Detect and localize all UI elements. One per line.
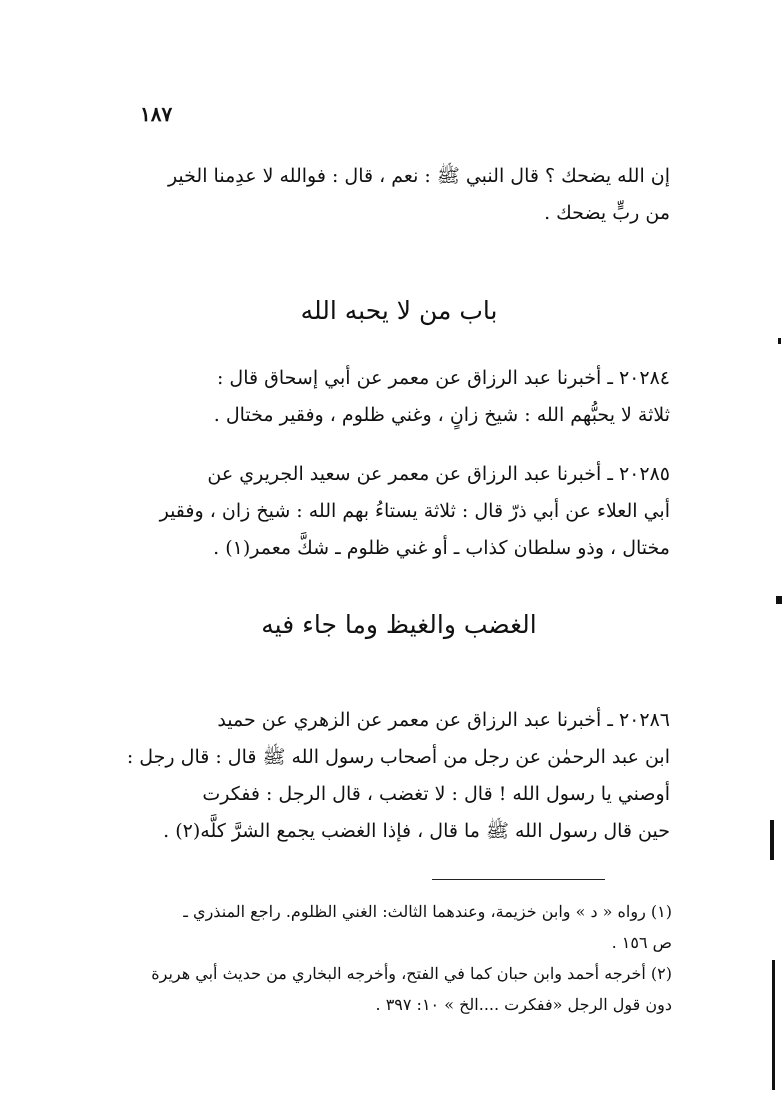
text-line: ابن عبد الرحمٰن عن رجل من أصحاب رسول الله ﷺ قال : قال رجل : xyxy=(126,746,670,768)
text-line: ٢٠٢٨٤ ـ أخبرنا عبد الرزاق عن معمر عن أبي إسحاق قال : xyxy=(216,367,670,389)
text-line: حين قال رسول الله ﷺ ما قال ، فإذا الغضب يجمع الشرَّ كلَّه(٢) . xyxy=(163,820,670,842)
footnote-line: (١) رواه « د » وابن خزيمة، وعندهما الثالث: الغني الظلوم. راجع المنذري ـ xyxy=(183,902,672,921)
text-line: ٢٠٢٨٥ ـ أخبرنا عبد الرزاق عن معمر عن سعيد الجريري عن xyxy=(207,463,670,485)
scan-edge-mark xyxy=(778,338,781,344)
footnote-line: دون قول الرجل «ففكرت ....الخ » ١٠: ٣٩٧ . xyxy=(375,995,672,1014)
text-line: ٢٠٢٨٦ ـ أخبرنا عبد الرزاق عن معمر عن الزهري عن حميد xyxy=(217,709,670,731)
text-line: ثلاثة لا يحبُّهم الله : شيخ زانٍ ، وغني ظلوم ، وفقير مختال . xyxy=(213,404,670,426)
page-number: ١٨٧ xyxy=(140,102,173,126)
text-line: أوصني يا رسول الله ! قال : لا تغضب ، قال الرجل : ففكرت xyxy=(202,783,670,805)
scan-edge-mark xyxy=(770,820,774,860)
footnote-divider xyxy=(432,879,605,880)
hadith-20284 xyxy=(128,360,670,434)
hadith-20286 xyxy=(128,702,670,850)
continued-text xyxy=(128,158,670,232)
section-heading: الغضب والغيظ وما جاء فيه xyxy=(261,610,537,639)
footnote-line: ص ١٥٦ . xyxy=(611,933,672,952)
text-line: مختال ، وذو سلطان كذاب ـ أو غني ظلوم ـ شكَّ معمر(١) . xyxy=(213,537,670,559)
text-line: أبي العلاء عن أبي ذرّ قال : ثلاثة يستاءُ بهم الله : شيخ زان ، وفقير xyxy=(159,500,670,522)
text-line: إن الله يضحك ؟ قال النبي ﷺ : نعم ، قال : فوالله لا عدِمنا الخير xyxy=(167,165,670,187)
scan-edge-mark xyxy=(772,960,775,1090)
section-heading: باب من لا يحبه الله xyxy=(300,296,498,325)
footnote-line: (٢) أخرجه أحمد وابن حبان كما في الفتح، وأخرجه البخاري من حديث أبي هريرة xyxy=(151,964,672,983)
text-line: من ربٍّ يضحك . xyxy=(544,202,670,224)
scan-edge-mark xyxy=(776,596,782,604)
hadith-20285 xyxy=(128,456,670,567)
footnotes xyxy=(124,896,672,1020)
